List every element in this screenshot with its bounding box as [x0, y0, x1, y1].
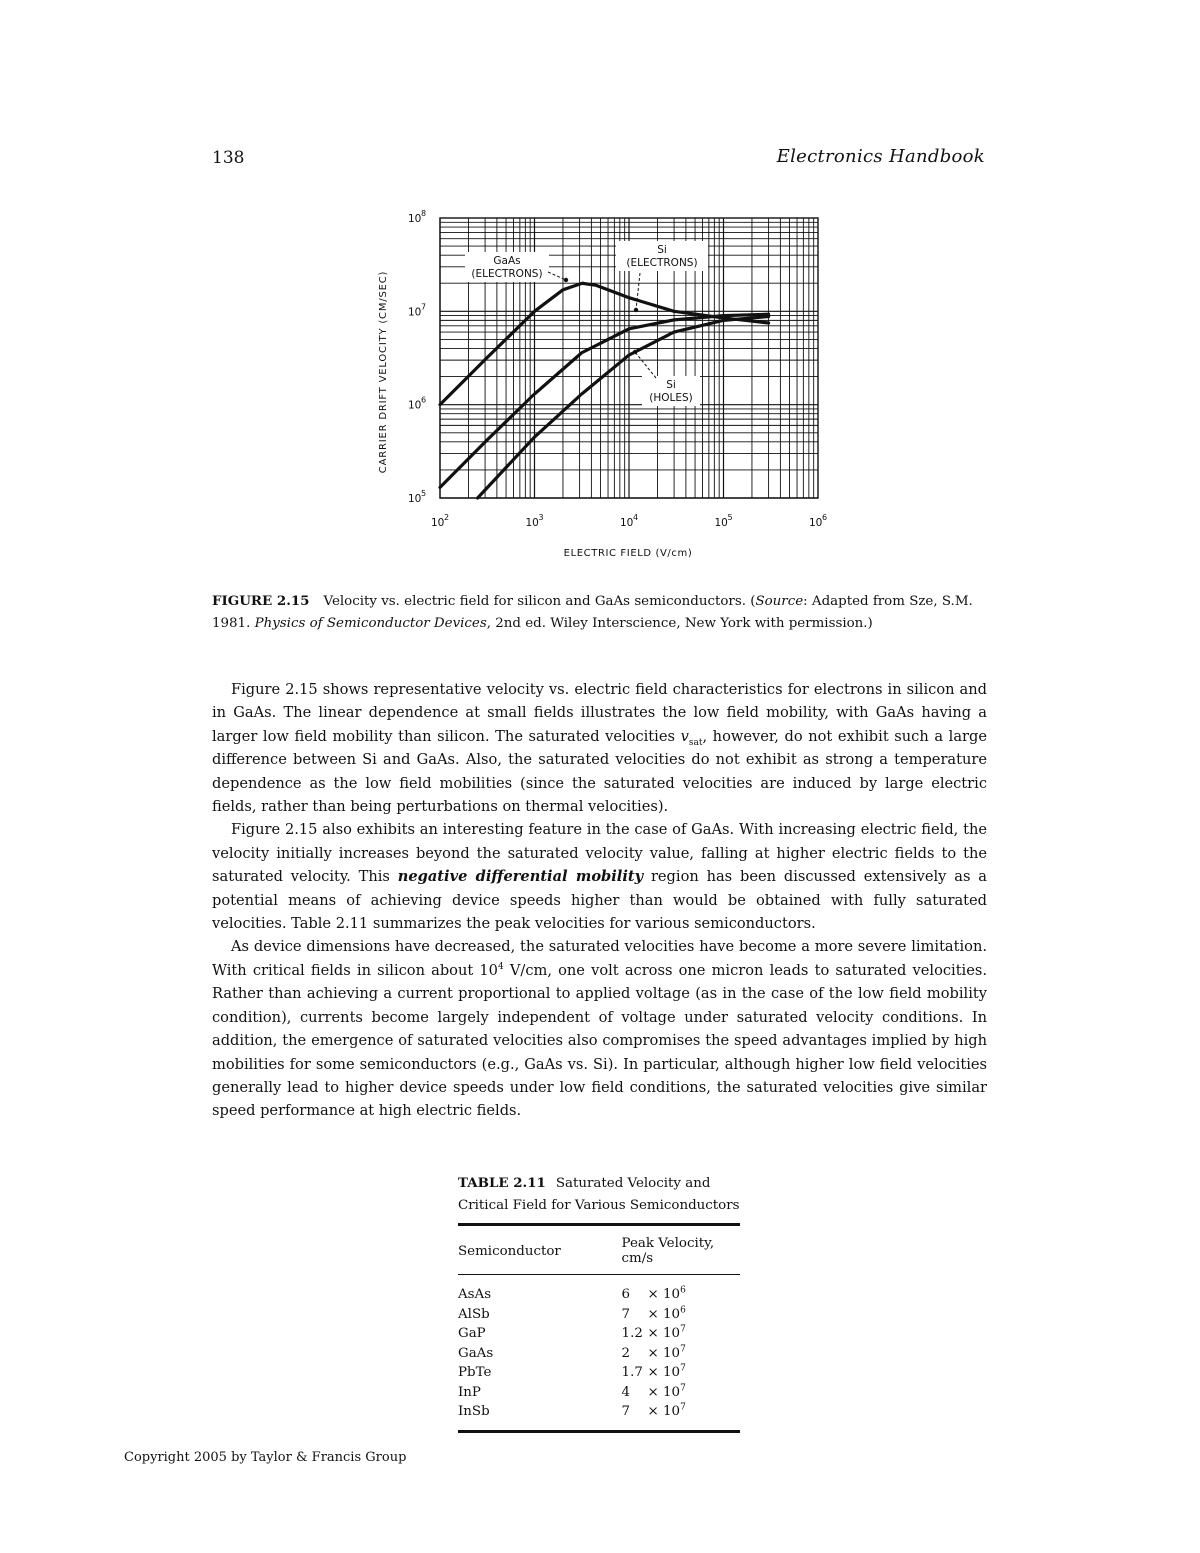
series-label-2: (HOLES) — [649, 392, 693, 404]
cell-semiconductor: GaAs — [458, 1345, 494, 1361]
p1-sub: sat — [688, 737, 703, 748]
p2-term: negative differential mobility — [397, 868, 644, 886]
series-label-pointer — [634, 308, 638, 312]
cell-peak-velocity: $7 \times 10^6$ — [621, 1305, 686, 1322]
series-label-0: (ELECTRONS) — [471, 268, 543, 280]
cell-semiconductor: AsAs — [458, 1287, 492, 1302]
velocity-table — [458, 1223, 740, 1433]
x-tick-exp: 3 — [538, 513, 544, 522]
series-label-pointer — [564, 278, 568, 282]
running-head-title: Electronics Handbook — [776, 146, 985, 167]
cell-semiconductor: GaP — [458, 1326, 486, 1341]
y-tick-label: 10 — [408, 399, 422, 412]
col-header-semiconductor: Semiconductor — [458, 1225, 622, 1275]
x-tick-label: 10 — [525, 517, 539, 529]
p1-var: v — [680, 727, 689, 745]
table-row — [458, 1402, 740, 1431]
paragraph-2 — [212, 818, 987, 935]
page-number: 138 — [212, 148, 245, 168]
y-tick-label: 10 — [408, 493, 422, 505]
cell-peak-velocity: $6 \times 10^6$ — [621, 1285, 686, 1302]
table-title-text: Saturated Velocity and Critical Field for Various Semiconductors — [458, 1176, 740, 1213]
y-tick-exp: 5 — [421, 489, 427, 498]
x-tick-exp: 4 — [633, 513, 639, 522]
caption-book-title: Physics of Semiconductor Devices — [254, 616, 487, 631]
caption-source-word: Source — [755, 594, 804, 609]
cell-semiconductor: InSb — [458, 1404, 490, 1419]
table-row — [458, 1324, 740, 1344]
p1-text-a: Figure 2.15 shows representative velocity vs. electric field characteristics for electrons in silicon and in GaAs. The linear dependence at small fields illustrates the low field mobility, with GaAs having a larger low field mobility than silicon. The saturated velocities — [212, 681, 987, 745]
p3-text-a: As device dimensions have decreased, the saturated velocities have become a more severe limitation. With critical fields in silicon about 10 — [212, 938, 987, 979]
p3-text-b: V/cm, one volt across one micron leads to saturated velocities. Rather than achieving a current proportional to applied voltage (as in the case of the low field mobility condition), currents become largely independent of voltage under saturated velocity conditions. In addition, the emergence of saturated velocities also compromises the speed advantages implied by high mobilities for some semiconductors (e.g., GaAs vs. Si). In particular, although higher low field velocities generally lead to higher device speeds under low field conditions, the saturated velocities give similar speed performance at high electric fields. — [212, 961, 987, 1120]
col-header-velocity: Peak Velocity, cm/s — [622, 1225, 740, 1275]
table-row — [458, 1344, 740, 1364]
cell-semiconductor: AlSb — [458, 1306, 490, 1322]
p2-text-b: region has been discussed extensively as a potential means of achieving device speeds higher than would be obtained with fully saturated velocities. Table 2.11 summarizes the peak velocities for various semiconductors. — [212, 868, 987, 933]
cell-peak-velocity: $1.2 \times 10^7$ — [621, 1324, 686, 1341]
y-tick-exp: 8 — [421, 209, 427, 218]
series-label-leader — [635, 352, 656, 378]
table-title — [458, 1172, 740, 1217]
x-tick-exp: 5 — [727, 513, 733, 522]
y-tick-exp: 6 — [421, 395, 427, 405]
table-2-11 — [458, 1172, 740, 1433]
y-tick-label: 10 — [408, 306, 422, 319]
figure-label: FIGURE 2.15 — [212, 593, 310, 609]
table-label: TABLE 2.11 — [458, 1175, 546, 1191]
x-tick-label: 10 — [714, 517, 728, 529]
table-header-row — [458, 1225, 740, 1275]
y-tick-exp: 7 — [421, 302, 427, 312]
x-tick-exp: 2 — [444, 513, 450, 522]
cell-peak-velocity: $4 \times 10^7$ — [621, 1383, 686, 1400]
body-text — [212, 678, 987, 1123]
velocity-field-chart — [370, 200, 840, 570]
y-tick-label: 10 — [408, 213, 422, 225]
x-tick-label: 10 — [620, 517, 634, 529]
y-axis-label: CARRIER DRIFT VELOCITY (CM/SEC) — [378, 270, 389, 474]
cell-peak-velocity: $1.7 \times 10^7$ — [621, 1363, 686, 1380]
chart-series-labels — [465, 241, 708, 406]
cell-semiconductor: PbTe — [458, 1365, 492, 1380]
series-label-1: Si — [657, 244, 667, 256]
series-label-2: Si — [666, 379, 676, 391]
cell-peak-velocity: $2 \times 10^7$ — [621, 1344, 686, 1361]
x-tick-exp: 6 — [822, 513, 828, 522]
table-row — [458, 1383, 740, 1403]
p1-text-b: , however, do not exhibit such a large difference between Si and GaAs. Also, the saturated velocities do not exhibit as strong a temperature dependence as the low field mobilities (since the saturated velocities are induced by large electric fields, rather than being perturbations on thermal velocities). — [212, 727, 987, 816]
x-tick-label: 10 — [809, 517, 823, 529]
caption-text-2: : Adapted from Sze, S.M. 1981. — [212, 594, 973, 631]
p2-text-a: Figure 2.15 also exhibits an interesting feature in the case of GaAs. With increasing electric field, the velocity initially increases beyond the saturated velocity value, falling at higher electric fields to the saturated velocity. This — [212, 821, 987, 886]
series-label-pointer — [633, 350, 637, 354]
paragraph-1 — [212, 678, 987, 818]
cell-peak-velocity: $7 \times 10^7$ — [621, 1402, 686, 1419]
p3-sup: 4 — [497, 962, 504, 973]
x-axis-label: ELECTRIC FIELD (V/cm) — [563, 548, 693, 559]
paragraph-3 — [212, 935, 987, 1122]
figure-caption — [212, 590, 992, 635]
table-row — [458, 1363, 740, 1383]
copyright: Copyright 2005 by Taylor & Francis Group — [124, 1450, 407, 1465]
series-label-1: (ELECTRONS) — [626, 257, 698, 269]
cell-semiconductor: InP — [458, 1384, 481, 1400]
series-label-0: GaAs — [493, 255, 521, 267]
x-tick-label: 10 — [431, 517, 445, 529]
caption-text-3: , 2nd ed. Wiley Interscience, New York with permission.) — [486, 616, 873, 631]
series-label-leader — [636, 273, 640, 310]
table-row — [458, 1305, 740, 1325]
caption-text-1: Velocity vs. electric field for silicon and GaAs semiconductors. ( — [323, 594, 756, 609]
table-row — [458, 1275, 740, 1305]
